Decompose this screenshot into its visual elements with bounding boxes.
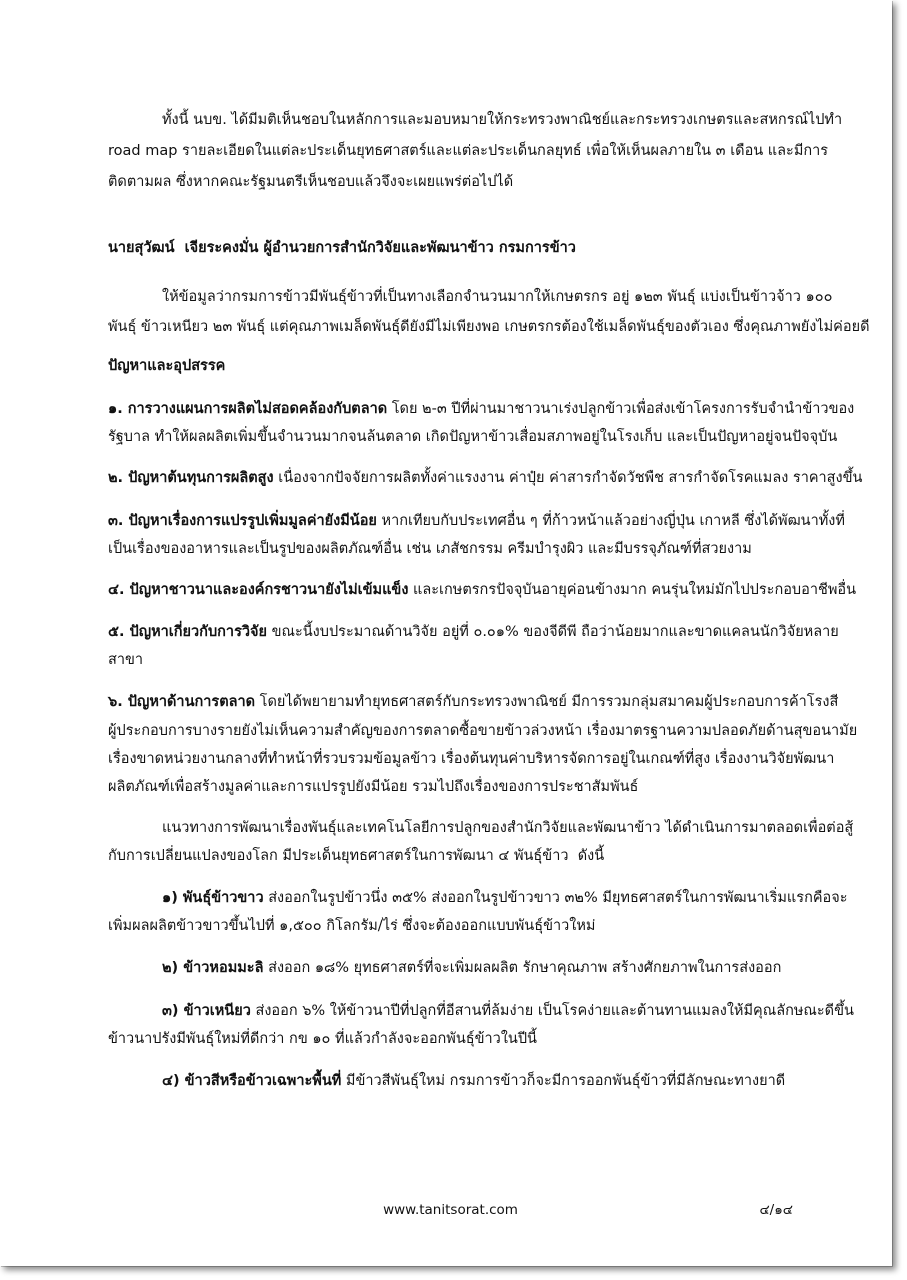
problem-line: เรื่องขาดหน่วยงานกลางที่ทำหน้าที่รวบรวมข้อมูลข้าว เรื่องต้นทุนค่าบริหารจัดการอยู่ในเกณฑ์ที่สูง เรื่องงานวิจัยพัฒนา xyxy=(108,751,835,767)
intro-line: road map รายละเอียดในแต่ละประเด็นยุทธศาสตร์และแต่ละประเด็นกลยุทธ์ เพื่อให้เห็นผลภายใน ๓ เดือน และมีการ xyxy=(108,143,829,159)
problem-title: ๕. ปัญหาเกี่ยวกับการวิจัย xyxy=(108,624,267,640)
problem-title: ๓. ปัญหาเรื่องการแปรรูปเพิ่มมูลค่ายังมีน้อย xyxy=(108,513,377,529)
problem-item-3 xyxy=(108,507,845,535)
problem-text: เนื่องจากปัจจัยการผลิตทั้งค่าแรงงาน ค่าปุ๋ย ค่าสารกำจัดวัชพืช สารกำจัดโรคแมลง ราคาสูงขึ้น xyxy=(278,470,863,486)
problems-heading: ปัญหาและอุปสรรค xyxy=(108,358,226,374)
development-line: กับการเปลี่ยนแปลงของโลก มีประเด็นยุทธศาสตร์ในการพัฒนา ๔ พันธุ์ข้าว ดังนี้ xyxy=(108,848,605,864)
rice-strategy-item-3 xyxy=(162,997,854,1025)
rice-strategy-text: ส่งออก ๖% ให้ข้าวนาปีที่ปลูกที่อีสานที่ล้มง่าย เป็นโรคง่ายและต้านทานแมลงให้มีคุณลักษณะดีขึ้น xyxy=(255,1003,854,1019)
rice-strategy-text: ส่งออกในรูปข้าวนึ่ง ๓๕% ส่งออกในรูปข้าวขาว ๓๒% มียุทธศาสตร์ในการพัฒนาเริ่มแรกคือจะ xyxy=(268,890,848,906)
speaker-line: พันธุ์ ข้าวเหนียว ๒๓ พันธุ์ แต่คุณภาพเมล็ดพันธุ์ดียังมีไม่เพียงพอ เกษตรกรต้องใช้เมล็ดพันธุ์ของตัวเอง ซึ่งคุณภาพยังไม่ค่อยดี xyxy=(108,319,870,335)
speaker-heading: นายสุวัฒน์ เจียระคงมั่น ผู้อำนวยการสำนักวิจัยและพัฒนาข้าว กรมการข้าว xyxy=(108,240,576,256)
problem-text: โดยได้พยายามทำยุทธศาสตร์กับกระทรวงพาณิชย์ มีการรวมกลุ่มสมาคมผู้ประกอบการค้าโรงสี xyxy=(259,694,839,710)
rice-strategy-title: ๑) พันธุ์ข้าวขาว xyxy=(162,890,264,906)
problem-title: ๑. การวางแผนการผลิตไม่สอดคล้องกับตลาด xyxy=(108,401,388,417)
problem-item-4 xyxy=(108,576,857,604)
intro-line: ติดตามผล ซึ่งหากคณะรัฐมนตรีเห็นชอบแล้วจึงจะเผยแพร่ต่อไปได้ xyxy=(108,174,514,190)
problem-title: ๔. ปัญหาชาวนาและองค์กรชาวนายังไม่เข้มแข็ง xyxy=(108,582,409,598)
rice-strategy-item-4 xyxy=(162,1067,793,1095)
problem-text: ขณะนี้งบประมาณด้านวิจัย อยู่ที่ ๐.๐๑% ของจีดีพี ถือว่าน้อยมากและขาดแคลนนักวิจัยหลาย xyxy=(271,624,839,640)
problem-item-5 xyxy=(108,618,839,646)
problem-line: ผลิตภัณฑ์เพื่อสร้างมูลค่าและการแปรรูปยังมีน้อย รวมไปถึงเรื่องของการประชาสัมพันธ์ xyxy=(108,779,639,795)
development-line: แนวทางการพัฒนาเรื่องพันธุ์และเทคโนโลยีการปลูกของสำนักวิจัยและพัฒนาข้าว ได้ดำเนินการมาตลอดเพื่อต่อสู้ xyxy=(162,820,854,836)
rice-strategy-title: ๔) ข้าวสีหรือข้าวเฉพาะพื้นที่ xyxy=(162,1073,342,1089)
page-number: ๔/๑๔ xyxy=(759,1202,793,1218)
rice-strategy-text: ส่งออก ๑๘% ยุทธศาสตร์ที่จะเพิ่มผลผลิต รักษาคุณภาพ สร้างศักยภาพในการส่งออก xyxy=(268,960,782,976)
problem-line: รัฐบาล ทำให้ผลผลิตเพิ่มขึ้นจำนวนมากจนล้นตลาด เกิดปัญหาข้าวเสื่อมสภาพอยู่ในโรงเก็บ และเป็นปัญหาอยู่จนปัจจุบัน xyxy=(108,429,838,445)
problem-text: หากเทียบกับประเทศอื่น ๆ ที่ก้าวหน้าแล้วอย่างญี่ปุ่น เกาหลี ซึ่งได้พัฒนาทั้งที่ xyxy=(381,513,845,529)
problem-item-1 xyxy=(108,395,855,423)
rice-strategy-text: มีข้าวสีพันธุ์ใหม่ กรมการข้าวก็จะมีการออกพันธุ์ข้าวที่มีลักษณะทางยาดี xyxy=(345,1073,786,1089)
rice-strategy-item-2 xyxy=(162,954,793,982)
rice-strategy-title: ๓) ข้าวเหนียว xyxy=(162,1003,251,1019)
problem-text: โดย ๒-๓ ปีที่ผ่านมาชาวนาเร่งปลูกข้าวเพื่อส่งเข้าโครงการรับจำนำข้าวของ xyxy=(391,401,855,417)
problem-title: ๖. ปัญหาด้านการตลาด xyxy=(108,694,256,710)
problem-title: ๒. ปัญหาต้นทุนการผลิตสูง xyxy=(108,470,274,486)
rice-strategy-line: ข้าวนาปรังมีพันธุ์ใหม่ที่ดีกว่า กข ๑๐ ที่แล้วกำลังจะออกพันธุ์ข้าวในปีนี้ xyxy=(108,1031,537,1047)
rice-strategy-item-1 xyxy=(162,884,848,912)
problem-line: ผู้ประกอบการบางรายยังไม่เห็นความสำคัญของการตลาดซื้อขายข้าวล่วงหน้า เรื่องมาตรฐานความปลอดภัยด้านสุขอนามัย xyxy=(108,723,858,739)
speaker-line: ให้ข้อมูลว่ากรมการข้าวมีพันธุ์ข้าวที่เป็นทางเลือกจำนวนมากให้เกษตรกร อยู่ ๑๒๓ พันธุ์ แบ่งเป็นข้าวจ้าว ๑๐๐ xyxy=(162,289,833,305)
footer-website: www.tanitsorat.com xyxy=(383,1202,518,1218)
problem-text: และเกษตรกรปัจจุบันอายุค่อนข้างมาก คนรุ่นใหม่มักไปประกอบอาชีพอื่น xyxy=(413,582,857,598)
problem-line: สาขา xyxy=(108,652,144,668)
problem-item-6 xyxy=(108,688,839,716)
rice-strategy-line: เพิ่มผลผลิตข้าวขาวขึ้นไปที่ ๑,๕๐๐ กิโลกรัม/ไร่ ซึ่งจะต้องออกแบบพันธุ์ข้าวใหม่ xyxy=(108,918,596,934)
intro-line: ทั้งนี้ นบข. ได้มีมติเห็นชอบในหลักการและมอบหมายให้กระทรวงพาณิชย์และกระทรวงเกษตรและสหกรณ์ไปทำ xyxy=(162,112,843,128)
rice-strategy-title: ๒) ข้าวหอมมะลิ xyxy=(162,960,264,976)
problem-item-2 xyxy=(108,464,863,492)
problem-line: เป็นเรื่องของอาหารและเป็นรูปของผลิตภัณฑ์อื่น เช่น เภสัชกรรม ครีมบำรุงผิว และมีบรรจุภัณฑ์ที่สวยงาม xyxy=(108,541,752,557)
